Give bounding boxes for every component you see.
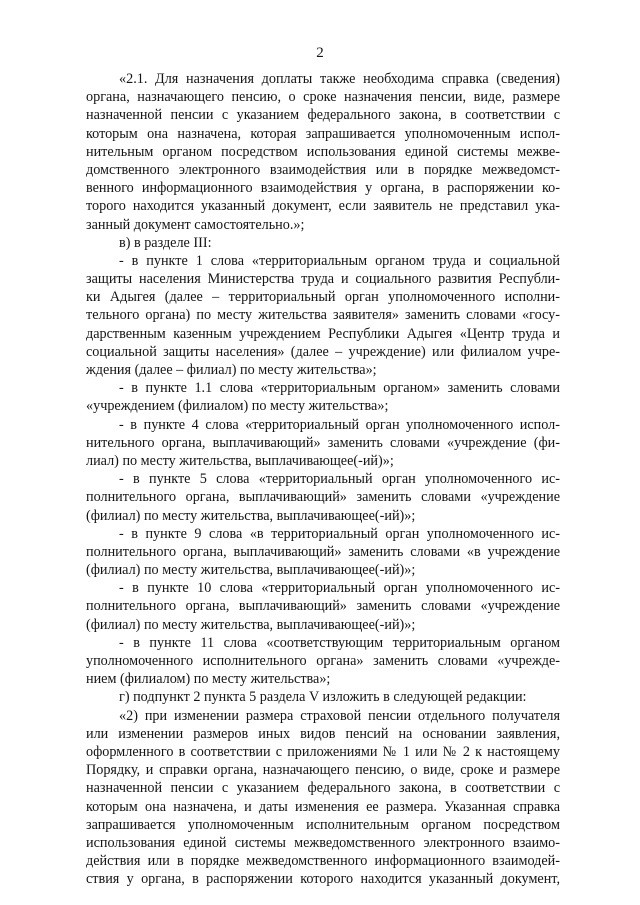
text-line: торого находится указанный документ, если заявитель не представил ука- xyxy=(86,198,560,215)
text-line: лиал) по месту жительства, выплачивающее(-ий)»; xyxy=(86,452,394,469)
text-line: «2.1. Для назначения доплаты также необходима справка (сведения) xyxy=(119,71,560,87)
text-line: (филиал) по месту жительства, выплачивающее(-ий)»; xyxy=(86,507,416,524)
text-line: ждения (далее – филиал) по месту жительства»; xyxy=(86,362,377,378)
text-line: - в пункте 11 слова «соответствующим территориальным органом xyxy=(119,634,560,651)
text-line: органа, назначающего пенсию, о сроке назначения пенсии, виде, размере xyxy=(86,89,560,106)
text-line: г) подпункт 2 пункта 5 раздела V изложить в следующей редакции: xyxy=(119,689,527,706)
page-number: 2 xyxy=(316,45,324,61)
text-line: «2) при изменении размера страховой пенсии отдельного получателя xyxy=(119,707,560,724)
text-line: оформленного в соответствии с приложениями № 1 или № 2 к настоящему xyxy=(86,743,560,760)
text-line: ствия у органа, в распоряжении которого находится указанный документ, xyxy=(86,871,560,888)
text-line: назначенной пенсии с указанием федерального закона, в соответствии с xyxy=(86,107,560,124)
text-line: домственного электронного взаимодействия или в порядке межведомст- xyxy=(86,161,560,178)
text-line: - в пункте 5 слова «территориальный орган уполномоченного ис- xyxy=(119,471,560,488)
text-line: или изменении размеров иных видов пенсий на основании заявления, xyxy=(86,725,560,742)
text-line: занный документ самостоятельно.»; xyxy=(86,216,305,233)
text-line: действия или в порядке межведомственного информационного взаимодей- xyxy=(86,853,560,870)
text-line: (филиал) по месту жительства, выплачивающее(-ий)»; xyxy=(86,562,416,579)
text-line: социальной защиты населения» (далее – учреждение) или филиалом учре- xyxy=(86,343,560,360)
text-line: ки Адыгея (далее – территориальный орган уполномоченного исполни- xyxy=(86,289,560,306)
text-line: - в пункте 9 слова «в территориальный орган уполномоченного ис- xyxy=(119,525,560,542)
text-line: - в пункте 4 слова «территориальный орган уполномоченного испол- xyxy=(119,416,560,433)
text-line: полнительного органа, выплачивающий» заменить словами «учреждение xyxy=(86,489,560,506)
text-line: нительного органа, выплачивающий» заменить словами «учреждение (фи- xyxy=(86,434,560,451)
text-line: в) в разделе III: xyxy=(119,234,212,251)
text-line: дарственным казенным учреждением Республики Адыгея «Центр труда и xyxy=(86,325,560,342)
text-line: запрашивается уполномоченным исполнительным органом посредством xyxy=(86,816,560,833)
text-line: полнительного органа, выплачивающий» заменить словами «в учреждение xyxy=(86,543,560,560)
text-line: уполномоченного исполнительного органа» заменить словами «учрежде- xyxy=(86,653,560,669)
text-line: которым она назначена, которая запрашивается уполномоченным испол- xyxy=(86,125,560,142)
document-body xyxy=(86,70,560,888)
text-line: Порядку, и справки органа, назначающего пенсию, о виде, сроке и размере xyxy=(86,762,560,779)
text-line: полнительного органа, выплачивающий» заменить словами «учреждение xyxy=(86,598,560,615)
text-line: «учреждением (филиалом) по месту жительства»; xyxy=(86,398,389,415)
text-line: - в пункте 10 слова «территориальный орган уполномоченного ис- xyxy=(119,580,560,597)
text-line: - в пункте 1 слова «территориальным органом труда и социальной xyxy=(119,252,560,269)
text-line: использования единой системы межведомственного электронного взаимо- xyxy=(86,834,560,851)
text-line: венного информационного взаимодействия у органа, в распоряжении ко- xyxy=(86,180,560,197)
text-line: тельного органа) по месту жительства заявителя» заменить словами «госу- xyxy=(86,307,560,324)
text-line: нительным органом посредством использования единой системы межве- xyxy=(86,143,560,160)
text-line: (филиал) по месту жительства, выплачивающее(-ий)»; xyxy=(86,616,416,633)
text-line: нием (филиалом) по месту жительства»; xyxy=(86,671,331,688)
text-line: - в пункте 1.1 слова «территориальным органом» заменить словами xyxy=(119,380,560,397)
text-line: назначенной пенсии с указанием федерального закона, в соответствии с xyxy=(86,780,560,797)
text-line: защиты населения Министерства труда и социального развития Республи- xyxy=(86,271,560,288)
text-line: которым она назначена, и даты изменения ее размера. Указанная справка xyxy=(86,798,560,815)
